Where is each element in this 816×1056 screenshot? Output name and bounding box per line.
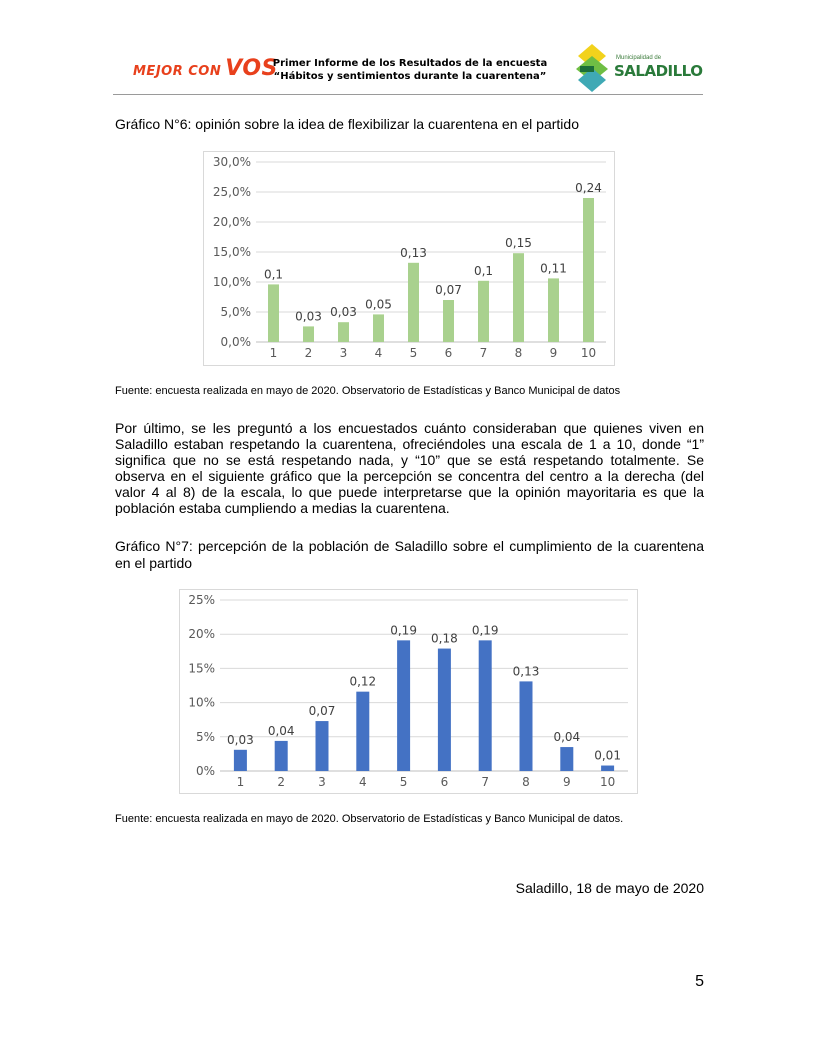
chart7-x-tick-label: 4 xyxy=(358,775,367,789)
chart6-x-tick-label: 8 xyxy=(514,346,523,360)
chart6-y-tick-label: 30,0% xyxy=(212,155,251,169)
chart7-y-tick-label: 0% xyxy=(195,764,215,778)
chart7-bar xyxy=(560,747,573,771)
chart6-bar xyxy=(583,198,594,342)
chart7-bar-chart xyxy=(180,590,637,793)
chart7-caption: Gráfico N°7: percepción de la población de Saladillo sobre el cumplimiento de la cuarentena en el partido xyxy=(115,538,704,571)
chart6-bar xyxy=(443,300,454,342)
chart7-bar xyxy=(438,649,451,771)
chart6-x-tick-label: 3 xyxy=(339,346,348,360)
chart7-bar xyxy=(601,766,614,771)
chart7-data-label: 0,01 xyxy=(594,748,621,763)
header-title xyxy=(250,57,570,83)
chart6-bar xyxy=(513,253,524,342)
closing-date: Saladillo, 18 de mayo de 2020 xyxy=(515,880,704,896)
chart6-bar xyxy=(408,263,419,342)
chart6-container xyxy=(203,151,615,366)
chart7-y-tick-label: 10% xyxy=(188,695,215,710)
saladillo-emblem-icon xyxy=(574,42,614,94)
chart6-x-tick-label: 2 xyxy=(304,346,313,360)
chart7-y-tick-label: 20% xyxy=(188,627,215,642)
chart6-caption: Gráfico N°6: opinión sobre la idea de flexibilizar la cuarentena en el partido xyxy=(115,116,579,132)
chart7-data-label: 0,07 xyxy=(308,704,336,719)
chart6-data-label: 0,24 xyxy=(575,181,602,195)
chart7-bar xyxy=(397,640,410,771)
chart7-x-tick-label: 6 xyxy=(440,775,449,789)
chart7-y-tick-label: 25% xyxy=(188,593,215,607)
chart6-data-label: 0,15 xyxy=(505,236,532,251)
chart6-x-tick-label: 6 xyxy=(444,346,453,360)
chart7-data-label: 0,12 xyxy=(349,674,377,689)
chart6-data-label: 0,05 xyxy=(365,297,392,312)
chart7-container xyxy=(179,589,638,794)
chart7-x-tick-label: 1 xyxy=(236,775,245,789)
chart6-bar xyxy=(268,284,279,342)
chart7-bar xyxy=(275,741,288,771)
chart6-bar-chart xyxy=(204,152,614,365)
chart7-x-tick-label: 2 xyxy=(277,775,286,789)
chart6-x-tick-label: 7 xyxy=(479,346,488,360)
chart7-x-tick-label: 9 xyxy=(562,775,571,789)
chart6-x-tick-label: 10 xyxy=(580,346,597,360)
chart6-x-tick-label: 9 xyxy=(549,346,558,360)
body-paragraph: Por último, se les preguntó a los encuestados cuánto consideraban que quienes viven en Saladillo estaban respetando la cuarentena, ofreciéndoles una escala de 1 a 10, donde “1” significa que no se está respetando nada, y “10” que se está respetando totalmente. Se observa en el siguiente gráfico que la percepción se concentra del centro a la derecha (del valor 4 al 8) de la escala, lo que puede interpretarse que la opinión mayoritaria es que la población estaba cumpliendo a medias la cuarentena. xyxy=(115,420,704,516)
chart6-x-tick-label: 5 xyxy=(409,346,418,360)
chart6-data-label: 0,03 xyxy=(295,309,322,324)
logo-left-small-text: MEJOR CON xyxy=(133,64,222,79)
chart7-data-label: 0,03 xyxy=(227,732,254,747)
chart7-data-label: 0,04 xyxy=(553,730,581,745)
chart7-x-tick-label: 7 xyxy=(481,775,490,789)
chart7-bar xyxy=(520,681,533,771)
chart7-data-label: 0,04 xyxy=(267,723,295,738)
chart7-y-tick-label: 5% xyxy=(195,729,215,744)
chart6-data-label: 0,1 xyxy=(473,263,494,278)
logo-right-name-text: SALADILLO xyxy=(614,62,703,80)
chart6-y-tick-label: 15,0% xyxy=(212,245,251,259)
chart7-bar xyxy=(316,721,329,771)
chart7-data-label: 0,18 xyxy=(431,631,458,646)
header-title-line2: “Hábitos y sentimientos durante la cuarentena” xyxy=(273,71,547,82)
chart6-data-label: 0,07 xyxy=(435,283,462,297)
chart6-data-label: 0,03 xyxy=(330,305,357,320)
chart6-y-tick-label: 0,0% xyxy=(220,335,251,349)
chart7-x-tick-label: 5 xyxy=(399,775,408,789)
chart6-data-label: 0,11 xyxy=(540,261,567,276)
page-number: 5 xyxy=(695,973,704,990)
chart7-x-tick-label: 10 xyxy=(599,775,616,789)
chart6-bar xyxy=(548,278,559,342)
chart6-x-tick-label: 1 xyxy=(269,346,278,360)
chart7-y-tick-label: 15% xyxy=(188,661,215,676)
chart6-y-tick-label: 20,0% xyxy=(212,215,251,229)
chart6-bar xyxy=(373,314,384,342)
chart7-data-label: 0,13 xyxy=(512,664,540,679)
chart7-source: Fuente: encuesta realizada en mayo de 2020. Observatorio de Estadísticas y Banco Municipal de datos. xyxy=(115,813,624,825)
chart6-y-tick-label: 5,0% xyxy=(220,305,251,319)
chart6-data-label: 0,13 xyxy=(400,245,427,260)
chart6-data-label: 0,1 xyxy=(263,267,284,282)
chart6-y-tick-label: 10,0% xyxy=(212,275,251,289)
chart7-bar xyxy=(356,692,369,771)
chart6-source: Fuente: encuesta realizada en mayo de 2020. Observatorio de Estadísticas y Banco Municipal de datos xyxy=(115,385,621,397)
logo-right-small-text: Municipalidad de xyxy=(616,55,662,61)
chart7-x-tick-label: 8 xyxy=(522,775,530,789)
chart6-x-tick-label: 4 xyxy=(374,346,383,360)
chart7-x-tick-label: 3 xyxy=(318,775,326,789)
chart6-bar xyxy=(478,281,489,342)
chart6-y-tick-label: 25,0% xyxy=(212,185,251,199)
chart7-data-label: 0,19 xyxy=(471,623,499,638)
header-divider xyxy=(113,94,703,95)
header-title-line1: Primer Informe de los Resultados de la encuesta xyxy=(272,58,548,69)
chart7-bar xyxy=(479,640,492,771)
chart6-bar xyxy=(303,326,314,342)
municipalidad-saladillo-logo xyxy=(574,42,704,94)
chart7-data-label: 0,19 xyxy=(390,623,417,638)
chart7-bar xyxy=(234,750,247,771)
chart6-bar xyxy=(338,322,349,342)
logo-left-big-text: VOS xyxy=(225,56,278,81)
